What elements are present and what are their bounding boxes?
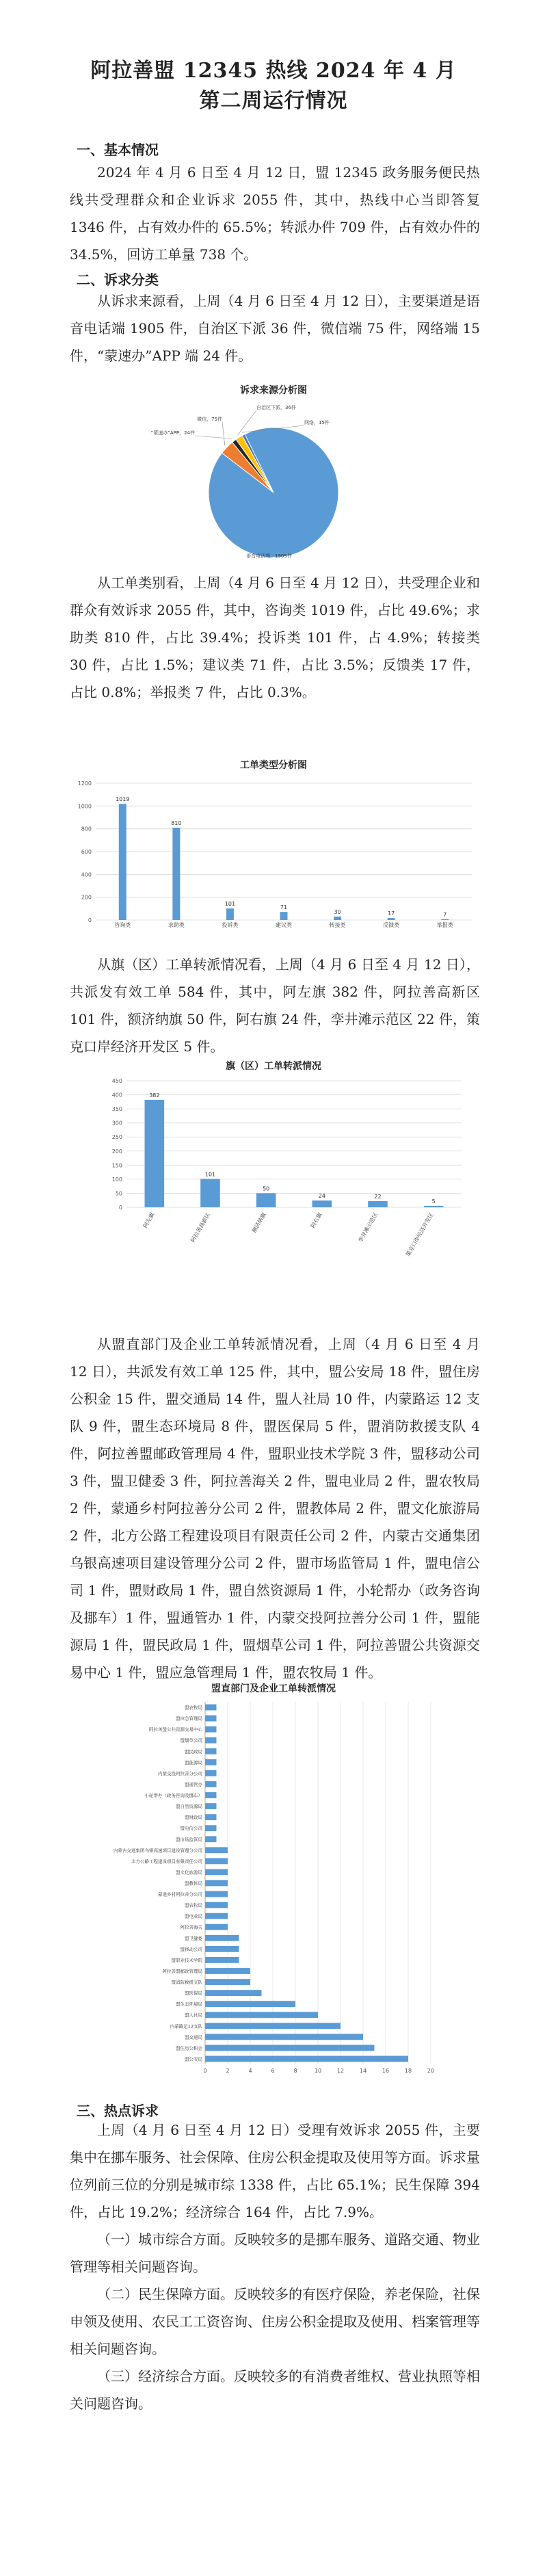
pie-leader-line bbox=[195, 436, 232, 438]
department-category-label: 阿拉善盟邮政管理局 bbox=[162, 1968, 202, 1974]
ticket-type-bar bbox=[334, 917, 341, 920]
department-category-label: 盟自然资源局 bbox=[176, 1804, 202, 1810]
department-bar bbox=[205, 2012, 318, 2018]
department-bar bbox=[205, 1737, 217, 1744]
banner-dispatch-bar bbox=[368, 1201, 388, 1207]
department-x-tick-label: 6 bbox=[271, 2068, 275, 2074]
banner-dispatch-y-tick-label: 300 bbox=[111, 1120, 122, 1127]
department-category-label: 盟民政局 bbox=[185, 1748, 202, 1754]
department-x-tick-label: 20 bbox=[427, 2068, 435, 2074]
department-category-label: 蒙通乡村阿拉善分公司 bbox=[158, 1891, 202, 1897]
banner-dispatch-y-tick-label: 150 bbox=[111, 1162, 122, 1169]
department-bar bbox=[205, 1990, 262, 1996]
department-bar bbox=[205, 1792, 217, 1798]
banner-dispatch-y-tick-label: 250 bbox=[111, 1134, 122, 1141]
banner-dispatch-data-label: 101 bbox=[204, 1171, 216, 1178]
department-bar bbox=[205, 1781, 217, 1787]
department-category-label: 盟卫健委 bbox=[185, 1935, 202, 1941]
department-category-label: 内蒙路运12支队 bbox=[170, 2023, 202, 2029]
banner-dispatch-bar bbox=[256, 1193, 276, 1207]
banner-dispatch-category-label: 额济纳旗 bbox=[251, 1211, 267, 1234]
department-x-tick-label: 8 bbox=[293, 2068, 297, 2074]
banner-dispatch-y-tick-label: 200 bbox=[111, 1148, 122, 1155]
department-category-label: 盟医保局 bbox=[185, 1990, 202, 1997]
pie-data-label: “蒙速办”APP，24件 bbox=[150, 430, 195, 436]
department-category-label: 盟烟草公司 bbox=[180, 1737, 202, 1744]
department-bar bbox=[205, 1858, 228, 1864]
banner-dispatch-y-tick-label: 100 bbox=[111, 1176, 122, 1183]
department-bar bbox=[205, 1924, 228, 1930]
banner-dispatch-category-label: 阿右旗 bbox=[309, 1211, 323, 1229]
department-x-tick-label: 10 bbox=[314, 2068, 322, 2074]
banner-dispatch-data-label: 382 bbox=[149, 1092, 160, 1099]
banner-dispatch-bar bbox=[200, 1179, 220, 1207]
paragraph-livelihood: （二）民生保障方面。反映较多的有医疗保险，养老保险，社保申领及使用、农民工工资咨询、住房公积金提取及使用、档案管理等相关问题咨询。 bbox=[70, 2286, 480, 2357]
banner-dispatch-category-label: 孪井滩示范区 bbox=[357, 1211, 379, 1244]
department-category-label: 盟农牧局 bbox=[185, 1705, 202, 1711]
department-category-label: 盟电业局 bbox=[185, 1913, 202, 1919]
ticket-type-y-tick-label: 200 bbox=[81, 894, 92, 901]
department-bar bbox=[205, 1946, 239, 1952]
department-bar bbox=[205, 1814, 217, 1820]
department-category-label: 盟教体局 bbox=[185, 1880, 202, 1887]
department-category-label: 阿拉善海关 bbox=[180, 1924, 202, 1930]
banner-dispatch-y-tick-label: 0 bbox=[118, 1205, 122, 1211]
department-bar bbox=[205, 1705, 217, 1711]
banner-dispatch-chart-title: 旗（区）工单转派情况 bbox=[226, 1061, 321, 1072]
banner-dispatch-data-label: 50 bbox=[263, 1185, 270, 1192]
ticket-type-category-label: 举报类 bbox=[436, 922, 453, 928]
department-category-label: 盟人社局 bbox=[185, 2012, 202, 2019]
department-bar bbox=[205, 1891, 228, 1897]
section-heading-classification: 二、诉求分类 bbox=[77, 272, 159, 288]
department-bar bbox=[205, 1825, 217, 1831]
department-x-tick-label: 14 bbox=[359, 2068, 367, 2074]
paragraph-source: 从诉求来源看，上周（4 月 6 日至 4 月 12 日），主要渠道是语音电话端 1905 件，自治区下派 36 件，微信端 75 件，网络端 15 件，“蒙速办”APP 端 24 件。 bbox=[70, 293, 480, 364]
source-pie-chart bbox=[150, 397, 383, 568]
banner-dispatch-bar bbox=[145, 1100, 165, 1207]
ticket-type-y-tick-label: 600 bbox=[81, 849, 92, 855]
paragraph-department-dispatch: 从盟直部门及企业工单转派情况看，上周（4 月 6 日至 4 月 12 日），共派发有效工单 125 件，其中，盟公安局 18 件，盟住房公积金 15 件，盟交通局 14 件，盟人社局 10 件，内蒙路运 12 支队 9 件，盟生态环境局 8 件，盟医保局 5 件，盟消防救援支队 4 件，阿拉善盟邮政管理局 4 件，盟职业技术学院 3 件，盟移动公司 3 件，盟卫健委 3 件，阿拉善海关 2 件，盟电业局 2 件，盟农牧局 2 件，蒙通乡村阿拉善分公司 2 件，盟教体局 2 件，盟文化旅游局 2 件，北方公路工程建设项目有限责任公司 2 件，内蒙古交通集团乌银高速项目建设管理分公司 2 件，盟市场监管局 1 件，盟电信公司 1 件，盟财政局 1 件，盟自然资源局 1 件，小轮帮办（政务咨询及挪车）1 件，盟通管办 1 件，内蒙交投阿拉善分公司 1 件，盟能源局 1 件，盟民政局 1 件，盟烟草公司 1 件，阿拉善盟公共资源交易中心 1 件，盟应急管理局 1 件，盟农牧局 1 件。 bbox=[70, 1336, 480, 1681]
ticket-type-data-label: 810 bbox=[171, 820, 182, 826]
department-category-label: 小轮帮办（政务咨询及挪车） bbox=[144, 1793, 202, 1799]
department-category-label: 盟电信公司 bbox=[180, 1826, 202, 1832]
department-bar bbox=[205, 1935, 239, 1941]
department-bar bbox=[205, 1979, 250, 1985]
department-category-label: 内蒙交投阿拉善分公司 bbox=[158, 1770, 202, 1776]
department-category-label: 盟生态环境局 bbox=[176, 2001, 202, 2008]
department-category-label: 盟应急管理局 bbox=[176, 1716, 202, 1722]
department-category-label: 盟文化旅游局 bbox=[176, 1869, 202, 1876]
department-bar bbox=[205, 1759, 217, 1765]
department-category-label: 盟农牧局 bbox=[185, 1902, 202, 1908]
department-x-tick-label: 2 bbox=[226, 2068, 230, 2074]
department-x-tick-label: 4 bbox=[248, 2068, 252, 2074]
ticket-type-category-label: 建议类 bbox=[276, 922, 292, 928]
ticket-type-category-label: 求助类 bbox=[168, 922, 185, 928]
department-bar bbox=[205, 2023, 341, 2029]
department-category-label: 盟移动公司 bbox=[180, 1946, 202, 1952]
paragraph-hotspot-summary: 上周（4 月 6 日至 4 月 12 日）受理有效诉求 2055 件，主要集中在挪车服务、社会保障、住房公积金提取及使用等方面。诉求量位列前三位的分别是城市综 1338 件，占比 65.1%；民生保障 394 件，占比 19.2%；经济综合 164 件，占比 7.9%。 bbox=[70, 2122, 480, 2220]
ticket-type-y-tick-label: 1000 bbox=[77, 803, 92, 810]
paragraph-urban: （一）城市综合方面。反映较多的是挪车服务、道路交通、物业管理等相关问题咨询。 bbox=[70, 2231, 480, 2275]
ticket-type-bar bbox=[388, 918, 395, 920]
banner-dispatch-y-tick-label: 350 bbox=[111, 1106, 122, 1113]
paragraph-economy: （三）经济综合方面。反映较多的有消费者维权、营业执照等相关问题咨询。 bbox=[70, 2368, 480, 2412]
department-bar bbox=[205, 1880, 228, 1887]
pie-leader-line bbox=[222, 422, 225, 445]
pie-data-label: 微信，75件 bbox=[197, 417, 222, 422]
ticket-type-data-label: 1019 bbox=[116, 796, 130, 803]
ticket-type-y-tick-label: 400 bbox=[81, 871, 92, 878]
department-x-tick-label: 12 bbox=[336, 2068, 345, 2074]
pie-data-label: 网络，15件 bbox=[304, 420, 330, 425]
department-bar bbox=[205, 2034, 363, 2040]
department-x-tick-label: 16 bbox=[382, 2068, 390, 2074]
banner-dispatch-bar bbox=[312, 1200, 332, 1207]
ticket-type-category-label: 反馈类 bbox=[383, 922, 400, 928]
ticket-type-y-tick-label: 0 bbox=[88, 917, 92, 923]
banner-dispatch-category-label: 阿左旗 bbox=[142, 1211, 156, 1229]
ticket-type-bar bbox=[280, 912, 288, 920]
paragraph-banner-dispatch: 从旗（区）工单转派情况看，上周（4 月 6 日至 4 月 12 日），共派发有效工单 584 件，其中，阿左旗 382 件，阿拉善高新区 101 件，额济纳旗 50 件，阿右旗 24 件，孪井滩示范区 22 件，策克口岸经济开发区 5 件。 bbox=[70, 956, 480, 1055]
department-category-label: 盟职业技术学院 bbox=[171, 1957, 202, 1963]
ticket-type-category-label: 投诉类 bbox=[222, 922, 239, 928]
department-category-label: 阿拉善盟公共资源交易中心 bbox=[149, 1726, 202, 1733]
department-bar bbox=[205, 2001, 295, 2007]
pie-data-label: 语音电话端，1905件 bbox=[246, 553, 292, 559]
ticket-type-bar bbox=[172, 828, 180, 920]
department-hbar-chart bbox=[109, 1695, 451, 2085]
banner-dispatch-bar-chart bbox=[96, 1073, 472, 1278]
document-title-line2: 第二周运行情况 bbox=[199, 89, 348, 113]
ticket-type-bar bbox=[441, 919, 449, 920]
department-chart-title: 盟直部门及企业工单转派情况 bbox=[211, 1683, 336, 1694]
department-x-tick-label: 0 bbox=[203, 2068, 207, 2074]
paragraph-ticket-type: 从工单类别看，上周（4 月 6 日至 4 月 12 日），共受理企业和群众有效诉求 2055 件，其中，咨询类 1019 件，占比 49.6%；求助类 810 件，占比 39.4%；投诉类 101 件，占 4.9%；转接类 30 件，占比 1.5%；建议类 71 件，占比 3.5%；反馈类 17 件，占比 0.8%；举报类 7 件，占比 0.3%。 bbox=[70, 575, 480, 700]
banner-dispatch-y-tick-label: 450 bbox=[111, 1078, 122, 1084]
department-bar bbox=[205, 1902, 228, 1908]
department-category-label: 盟住房公积金 bbox=[176, 2045, 202, 2051]
ticket-type-bar bbox=[119, 804, 126, 920]
banner-dispatch-y-tick-label: 400 bbox=[111, 1092, 122, 1099]
department-bar bbox=[205, 1716, 217, 1722]
department-category-label: 盟能源局 bbox=[185, 1759, 202, 1765]
pie-chart-title: 诉求来源分析图 bbox=[240, 385, 307, 396]
banner-dispatch-category-label: 策克口岸经济开发区 bbox=[405, 1211, 435, 1258]
department-category-label: 盟交通局 bbox=[185, 2034, 202, 2040]
pie-data-label: 自治区下派，36件 bbox=[256, 405, 296, 410]
department-bar bbox=[205, 1913, 228, 1919]
department-bar bbox=[205, 2056, 408, 2062]
department-category-label: 内蒙古交通集团乌银高速项目建设管理分公司 bbox=[114, 1848, 202, 1854]
ticket-type-data-label: 17 bbox=[388, 910, 395, 917]
department-category-label: 北方公路工程建设项目有限责任公司 bbox=[131, 1858, 202, 1865]
department-bar bbox=[205, 1847, 228, 1853]
ticket-type-data-label: 71 bbox=[280, 904, 288, 911]
department-bar bbox=[205, 1748, 217, 1754]
department-bar bbox=[205, 1957, 239, 1963]
banner-dispatch-bar bbox=[424, 1206, 444, 1207]
ticket-type-bar-chart bbox=[55, 773, 485, 951]
section-heading-basic: 一、基本情况 bbox=[77, 142, 159, 158]
ticket-type-chart-title: 工单类型分析图 bbox=[240, 760, 307, 771]
department-bar bbox=[205, 1726, 217, 1733]
ticket-type-category-label: 转接类 bbox=[329, 922, 346, 928]
department-category-label: 盟消防救援支队 bbox=[171, 1980, 202, 1986]
department-category-label: 盟财政局 bbox=[185, 1815, 202, 1821]
ticket-type-y-tick-label: 1200 bbox=[77, 780, 92, 787]
section-heading-hotspot: 三、热点诉求 bbox=[77, 2103, 159, 2119]
ticket-type-data-label: 30 bbox=[334, 909, 341, 915]
department-bar bbox=[205, 2045, 375, 2051]
banner-dispatch-data-label: 22 bbox=[374, 1193, 382, 1200]
department-bar bbox=[205, 1968, 250, 1974]
document-title-line1: 阿拉善盟 12345 热线 2024 年 4 月 bbox=[90, 59, 457, 83]
department-category-label: 盟市场监管局 bbox=[176, 1837, 202, 1843]
department-bar bbox=[205, 1869, 228, 1876]
department-bar bbox=[205, 1803, 217, 1809]
department-x-tick-label: 18 bbox=[404, 2068, 412, 2074]
department-bar bbox=[205, 1770, 217, 1776]
ticket-type-bar bbox=[226, 908, 234, 920]
banner-dispatch-category-label: 阿拉善高新区 bbox=[189, 1211, 212, 1244]
ticket-type-data-label: 101 bbox=[224, 901, 236, 908]
banner-dispatch-data-label: 5 bbox=[431, 1198, 436, 1205]
ticket-type-data-label: 7 bbox=[443, 911, 447, 918]
banner-dispatch-y-tick-label: 50 bbox=[115, 1190, 122, 1197]
banner-dispatch-data-label: 24 bbox=[318, 1193, 325, 1200]
department-category-label: 盟通管办 bbox=[185, 1781, 202, 1787]
department-bar bbox=[205, 1836, 217, 1842]
paragraph-basic-info: 2024 年 4 月 6 日至 4 月 12 日，盟 12345 政务服务便民热线共受理群众和企业诉求 2055 件，其中，热线中心当即答复 1346 件，占有效办件的 65.5%；转派办件 709 件，占有效办件的 34.5%，回访工单量 738 个。 bbox=[70, 164, 480, 263]
ticket-type-y-tick-label: 800 bbox=[81, 826, 92, 832]
ticket-type-category-label: 咨询类 bbox=[114, 922, 131, 928]
department-category-label: 盟公安局 bbox=[185, 2056, 202, 2062]
